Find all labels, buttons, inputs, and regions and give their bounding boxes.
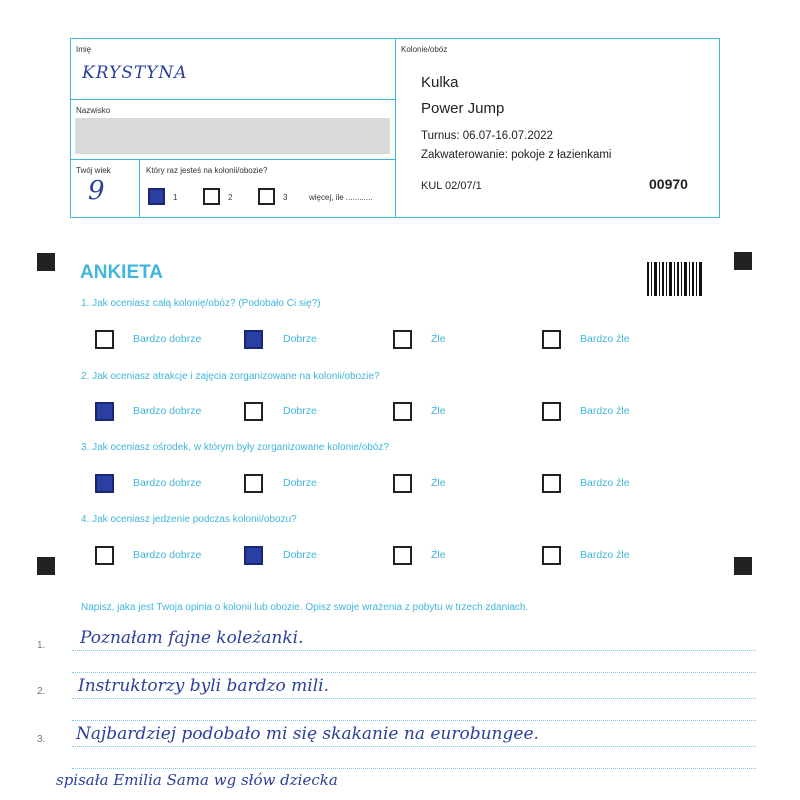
opinion-sentence-1: Poznałam fajne koleżanki. — [80, 628, 304, 648]
question-4: 4. Jak oceniasz jedzenie podczas kolonii/obozu? — [81, 514, 297, 525]
q3-option-zle-checkbox[interactable] — [393, 474, 412, 493]
opinion-line-number-3: 3. — [37, 734, 46, 745]
q1-option-bardzo-dobrze-checkbox[interactable] — [95, 330, 114, 349]
barcode — [647, 262, 703, 296]
nazwisko-redacted — [75, 118, 390, 154]
opinion-line-3a — [72, 746, 756, 747]
opinion-footer-note: spisała Emilia Sama wg słów dziecka — [56, 771, 338, 789]
q1-option-dobrze-checkbox[interactable] — [244, 330, 263, 349]
q2-option-bardzo-zle-label: Bardzo źle — [580, 405, 630, 417]
q4-option-zle-checkbox[interactable] — [393, 546, 412, 565]
header-divider-row2 — [70, 159, 395, 160]
q4-option-bardzo-zle-checkbox[interactable] — [542, 546, 561, 565]
camp-code: KUL 02/07/1 — [421, 180, 482, 192]
form-number: 00970 — [649, 176, 688, 192]
q2-option-dobrze-label: Dobrze — [283, 405, 317, 417]
opinion-line-2b — [72, 720, 756, 721]
q1-option-bardzo-dobrze-label: Bardzo dobrze — [133, 333, 202, 345]
q2-option-bardzo-zle-checkbox[interactable] — [542, 402, 561, 421]
ktory-raz-checkbox-3[interactable] — [258, 188, 275, 205]
registration-marker-bottom-right — [734, 557, 752, 575]
q3-option-dobrze-checkbox[interactable] — [244, 474, 263, 493]
registration-marker-bottom-left — [37, 557, 55, 575]
nazwisko-label: Nazwisko — [76, 106, 111, 115]
q3-option-dobrze-label: Dobrze — [283, 477, 317, 489]
opinion-line-1b — [72, 672, 756, 673]
kolonia-name: Kulka — [421, 74, 459, 91]
header-divider-age — [139, 159, 140, 218]
question-2: 2. Jak oceniasz atrakcje i zajęcia zorganizowane na kolonii/obozie? — [81, 371, 380, 382]
survey-title: ANKIETA — [80, 262, 164, 283]
q2-option-bardzo-dobrze-label: Bardzo dobrze — [133, 405, 202, 417]
ktory-raz-option-2: 2 — [228, 193, 233, 202]
ktory-raz-option-1: 1 — [173, 193, 178, 202]
q2-option-zle-label: Źle — [431, 405, 446, 417]
q4-option-bardzo-zle-label: Bardzo źle — [580, 549, 630, 561]
imie-label: Imię — [76, 45, 92, 54]
wiecej-label: więcej, ile ............ — [309, 193, 373, 202]
zakwaterowanie: Zakwaterowanie: pokoje z łazienkami — [421, 149, 612, 161]
wiek-value: 9 — [88, 176, 105, 206]
wiek-label: Twój wiek — [76, 166, 111, 175]
ktory-raz-checkbox-1[interactable] — [148, 188, 165, 205]
kolonia-label: Kolonie/obóz — [401, 45, 448, 54]
opinion-prompt: Napisz, jaka jest Twoja opinia o kolonii lub obozie. Opisz swoje wrażenia z pobytu w trzech zdaniach. — [81, 602, 529, 613]
opinion-line-3b — [72, 768, 756, 769]
q4-option-bardzo-dobrze-label: Bardzo dobrze — [133, 549, 202, 561]
q3-option-zle-label: Źle — [431, 477, 446, 489]
question-1: 1. Jak oceniasz całą kolonię/obóz? (Podobało Ci się?) — [81, 298, 321, 309]
opinion-sentence-3: Najbardziej podobało mi się skakanie na eurobungee. — [76, 724, 539, 744]
q1-option-bardzo-zle-checkbox[interactable] — [542, 330, 561, 349]
q3-option-bardzo-dobrze-label: Bardzo dobrze — [133, 477, 202, 489]
turnus: Turnus: 06.07-16.07.2022 — [421, 130, 553, 142]
q3-option-bardzo-zle-checkbox[interactable] — [542, 474, 561, 493]
q2-option-zle-checkbox[interactable] — [393, 402, 412, 421]
q2-option-dobrze-checkbox[interactable] — [244, 402, 263, 421]
q1-option-bardzo-zle-label: Bardzo źle — [580, 333, 630, 345]
opinion-line-1a — [72, 650, 756, 651]
ktory-raz-option-3: 3 — [283, 193, 288, 202]
header-divider-row1 — [70, 99, 395, 100]
q4-option-dobrze-checkbox[interactable] — [244, 546, 263, 565]
opinion-line-number-2: 2. — [37, 686, 46, 697]
q4-option-dobrze-label: Dobrze — [283, 549, 317, 561]
ktory-raz-label: Który raz jesteś na kolonii/obozie? — [146, 166, 268, 175]
q4-option-bardzo-dobrze-checkbox[interactable] — [95, 546, 114, 565]
q1-option-zle-label: Źle — [431, 333, 446, 345]
opinion-line-2a — [72, 698, 756, 699]
registration-marker-top-right — [734, 252, 752, 270]
q1-option-dobrze-label: Dobrze — [283, 333, 317, 345]
opinion-line-number-1: 1. — [37, 640, 46, 651]
question-3: 3. Jak oceniasz ośrodek, w którym były zorganizowane kolonie/obóz? — [81, 442, 389, 453]
imie-value: KRYSTYNA — [82, 63, 188, 83]
q4-option-zle-label: Źle — [431, 549, 446, 561]
q3-option-bardzo-dobrze-checkbox[interactable] — [95, 474, 114, 493]
kolonia-program: Power Jump — [421, 100, 505, 117]
opinion-sentence-2: Instruktorzy byli bardzo mili. — [78, 676, 329, 696]
q2-option-bardzo-dobrze-checkbox[interactable] — [95, 402, 114, 421]
q1-option-zle-checkbox[interactable] — [393, 330, 412, 349]
header-divider-vertical — [395, 38, 396, 218]
ktory-raz-checkbox-2[interactable] — [203, 188, 220, 205]
q3-option-bardzo-zle-label: Bardzo źle — [580, 477, 630, 489]
registration-marker-top-left — [37, 253, 55, 271]
